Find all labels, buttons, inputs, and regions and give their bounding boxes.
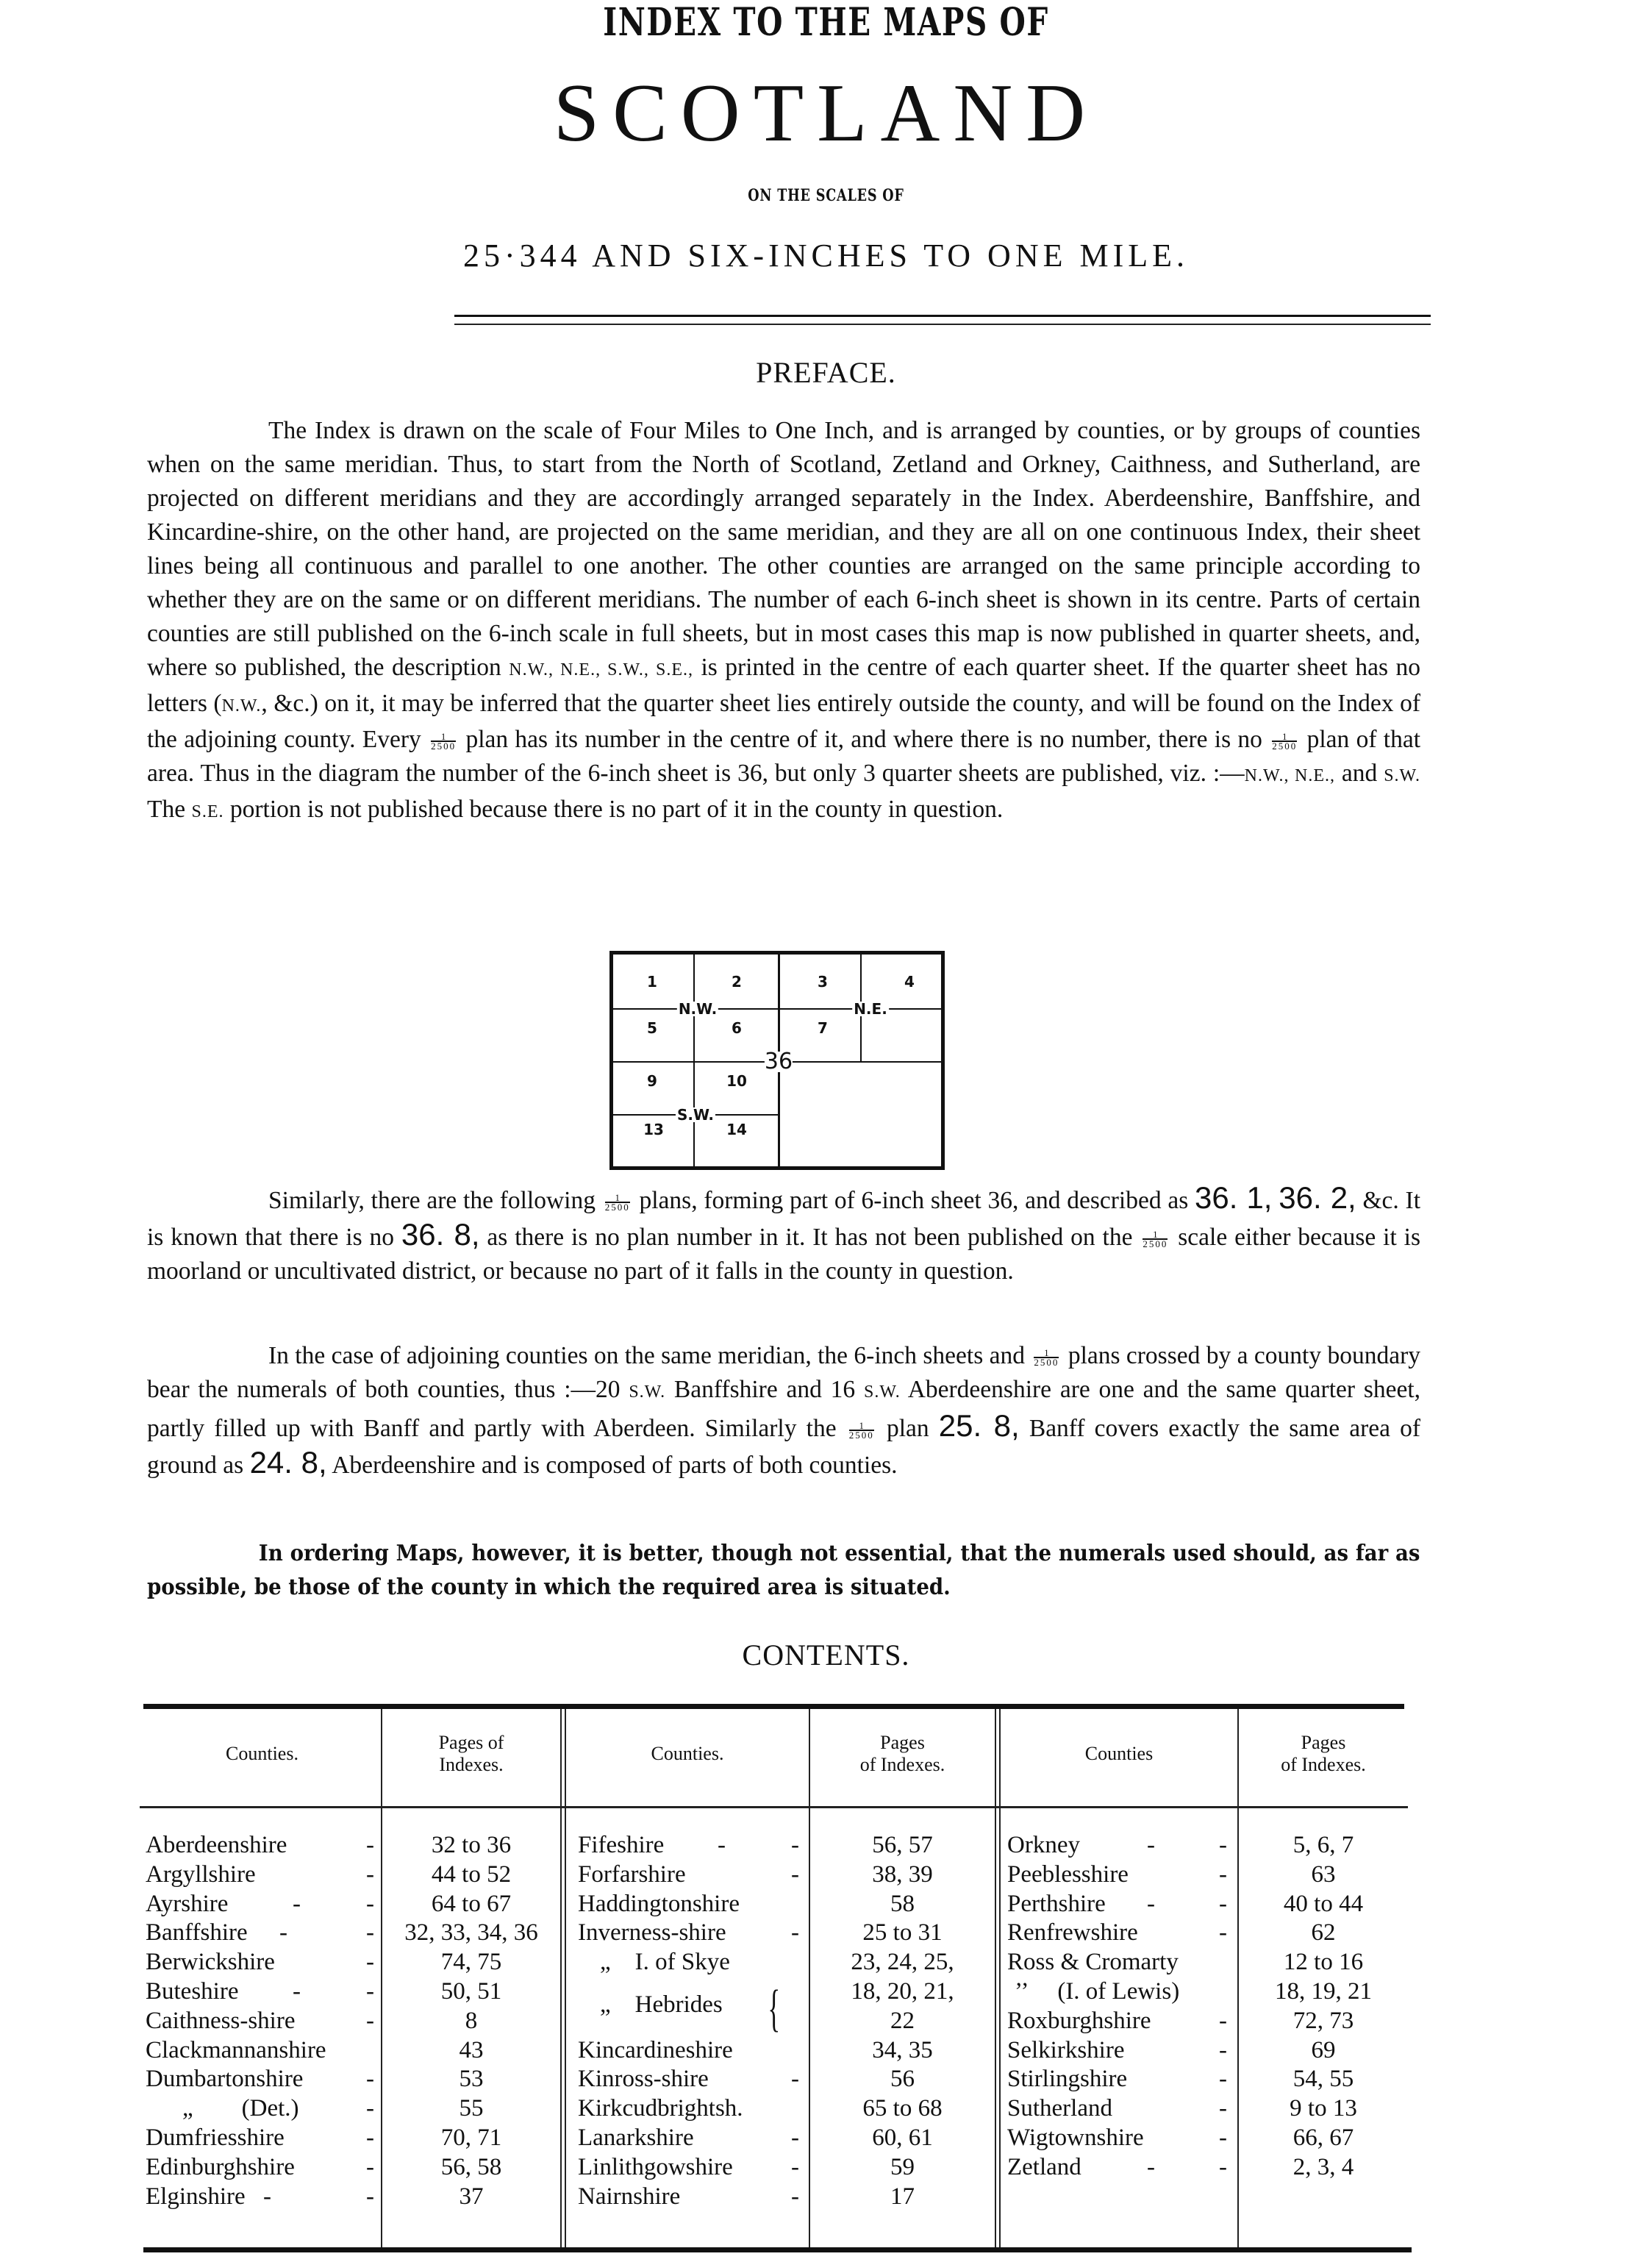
table-top-rule — [143, 1704, 1404, 1709]
pages-cell: 65 to 68 — [862, 2095, 943, 2122]
table-row: ’’ (I. of Lewis) — [1015, 1977, 1180, 2005]
pages-cell: 44 to 52 — [431, 1860, 512, 1888]
pages-list-col-1 — [382, 1831, 560, 2211]
table-row: Perthshire - - — [1007, 1890, 1227, 1917]
pages-cell: 37 — [459, 2183, 484, 2210]
plan-number: 13 — [643, 1121, 664, 1138]
table-row: Clackmannanshire — [146, 2036, 326, 2063]
table-column-divider — [560, 1709, 562, 2247]
table-column-divider — [999, 1709, 1001, 2247]
plan-number: 7 — [818, 1019, 828, 1037]
pages-cell: 74, 75 — [440, 1949, 502, 1976]
preface-heading: PREFACE. — [756, 356, 896, 389]
table-row: Forfarshire - — [578, 1860, 799, 1888]
pages-cell: 63 — [1311, 1860, 1336, 1888]
plan-number: 1 — [647, 973, 657, 991]
plan-number: 4 — [904, 973, 915, 991]
pages-cell: 17 — [890, 2183, 915, 2210]
plan-number: 14 — [726, 1121, 747, 1138]
plan-number: 6 — [732, 1019, 742, 1037]
pages-cell: 43 — [459, 2036, 484, 2063]
pages-cell: 62 — [1311, 1919, 1336, 1947]
double-rule-divider — [454, 315, 1431, 325]
table-row: Selkirkshire - — [1007, 2036, 1227, 2063]
table-row: Renfrewshire - — [1007, 1919, 1227, 1947]
header-counties: Counties — [1084, 1743, 1154, 1764]
plan-number: 3 — [818, 973, 828, 991]
county-list-col-3 — [1007, 1831, 1237, 2183]
pages-cell: 70, 71 — [440, 2124, 502, 2151]
pages-cell: 22 — [890, 2007, 915, 2034]
contents-heading: CONTENTS. — [742, 1638, 910, 1671]
header-pages: Pages of Indexes. — [859, 1732, 945, 1775]
table-row: Caithness-shire - — [146, 2007, 374, 2034]
pages-cell: 58 — [890, 1890, 915, 1917]
table-row: Elginshire - - — [146, 2183, 374, 2210]
pages-cell: 23, 24, 25, — [851, 1949, 954, 1976]
pages-cell: 56 — [890, 2066, 915, 2093]
table-row: Linlithgowshire - — [578, 2153, 799, 2180]
pages-cell: 32, 33, 34, 36 — [404, 1919, 538, 1947]
pages-cell: 64 to 67 — [431, 1890, 512, 1917]
pages-cell: 40 to 44 — [1283, 1890, 1364, 1917]
pages-cell: 9 to 13 — [1290, 2095, 1357, 2122]
pages-cell: 59 — [890, 2153, 915, 2180]
table-row: Ross & Cromarty — [1007, 1949, 1179, 1976]
sheet-number-36: 36 — [764, 1049, 793, 1074]
preface-paragraph-1: The Index is drawn on the scale of Four Miles to One Inch, and is arranged by counties, or by groups of counties when on the same meridian. Thus, to start from the North of Scotland, Zetland and Orkney, Caithness, and Sutherland, are projected on different meridians and they are accordingly arranged separately in the Index. Aberdeenshire, Banffshire, and Kincardine-shire, on the other hand, are projected on the same meridian, and they are all on one continuous Index, their sheet lines being all continuous and parallel to one another. The other counties are arranged on the same principle according to whether they are on the same or on different meridians. The number of each 6-inch sheet is shown in its centre. Parts of certain counties are still published on the 6-inch scale in full sheets, but in most cases this map is now published in quarter sheets, and, where so published, the description N.W., N.E., S.W., S.E., is printed in the centre of each quarter sheet. If the quarter sheet has no letters (N.W., &c.) on it, it may be inferred that the quarter sheet lies entirely outside the county, and will be found on the Index of the adjoining county. Every $\frac{1}{2500}$ plan has its number in the centre of it, and where there is no number, there is no $\frac{1}{2500}$ plan of that area. Thus in the diagram the number of the 6-inch sheet is 36, but only 3 quarter sheets are published, viz. :—N.W., N.E., and S.W. The S.E. portion is not published because there is no part of it in the county in question. — [147, 417, 1421, 823]
table-row: Wigtownshire - — [1007, 2124, 1227, 2151]
plan-number: 5 — [647, 1019, 657, 1037]
fraction-1-2500: $\frac{1}{2500}$ — [604, 1192, 630, 1213]
table-row: Inverness-shire - — [578, 1919, 799, 1947]
pages-list-col-2 — [810, 1831, 995, 2211]
plan-number: 10 — [726, 1072, 747, 1090]
table-row: Kincardineshire — [578, 2036, 733, 2063]
ordering-note-bold: In ordering Maps, however, it is better, though not essential, that the numerals used should, as far as possible, be those of the county in which the required area is situated. — [147, 1541, 1420, 1600]
fraction-1-2500: $\frac{1}{2500}$ — [431, 731, 457, 752]
pages-cell: 56, 57 — [872, 1832, 933, 1858]
pages-cell: 34, 35 — [872, 2036, 933, 2063]
title-index-to-maps: INDEX TO THE MAPS OF — [603, 0, 1049, 45]
table-header-rule — [140, 1806, 1408, 1808]
table-row: Lanarkshire - — [578, 2124, 799, 2151]
pages-cell: 53 — [459, 2066, 484, 2093]
table-row: Sutherland - — [1007, 2095, 1227, 2122]
pages-list-col-3 — [1239, 1831, 1408, 2183]
title-scotland: SCOTLAND — [553, 68, 1099, 159]
diagram-grid-line — [613, 1008, 941, 1010]
table-row: Edinburghshire - — [146, 2153, 374, 2180]
table-row: Banffshire - - — [146, 1919, 374, 1947]
table-row: „ Hebrides { — [600, 1980, 781, 2037]
pages-cell: 72, 73 — [1292, 2007, 1354, 2034]
pages-cell: 2, 3, 4 — [1292, 2153, 1354, 2180]
table-row: Nairnshire - — [578, 2183, 799, 2210]
fraction-1-2500: $\frac{1}{2500}$ — [848, 1420, 874, 1441]
diagram-grid-line — [693, 955, 695, 1166]
header-counties: Counties. — [226, 1743, 298, 1764]
preface-paragraph-3: In the case of adjoining counties on the same meridian, the 6-inch sheets and $\frac{1}{2500}$ plans crossed by a county boundary bear the numerals of both counties, thus :—20 S.W. Banffshire and 16 S.W. Aberdeenshire are one and the same quarter sheet, partly filled up with Banff and partly with Aberdeen. Similarly the $\frac{1}{2500}$ plan 25. 8, Banff covers exactly the same area of ground as 24. 8, Aberdeenshire and is composed of parts of both counties. — [147, 1342, 1421, 1480]
fraction-1-2500: $\frac{1}{2500}$ — [1143, 1229, 1168, 1250]
table-bottom-rule — [143, 2247, 1412, 2252]
plan-number: 9 — [647, 1072, 657, 1090]
table-row: Orkney - - — [1007, 1832, 1227, 1858]
header-pages: Pages of Indexes. — [1281, 1732, 1366, 1775]
table-row: Buteshire - - — [146, 1977, 374, 2005]
sheet-36-diagram — [609, 951, 945, 1170]
quarter-label-nw: N.W. — [678, 1000, 718, 1018]
preface-paragraph-2: Similarly, there are the following $\frac{1}{2500}$ plans, forming part of 6-inch sheet 36, and described as 36. 1, 36. 2, &c. It is known that there is no 36. 8, as there is no plan number in it. It has not been published on the $\frac{1}{2500}$ scale either because it is moorland or uncultivated district, or because no part of it falls in the county in question. — [147, 1180, 1421, 1285]
subtitle-scales: ON THE SCALES OF — [748, 186, 904, 205]
pages-cell: 12 to 16 — [1283, 1949, 1364, 1976]
table-row: Dumfriesshire - — [146, 2124, 374, 2151]
county-list-col-1 — [146, 1831, 379, 2211]
table-row: Dumbartonshire - — [146, 2066, 374, 2093]
table-row: Zetland - - — [1007, 2153, 1227, 2180]
pages-cell: 5, 6, 7 — [1292, 1832, 1354, 1858]
pages-cell: 25 to 31 — [862, 1919, 943, 1947]
table-row: Kinross-shire - — [578, 2066, 799, 2093]
county-list-col-2 — [578, 1831, 807, 2211]
pages-cell: 66, 67 — [1292, 2124, 1354, 2151]
table-row — [578, 2007, 807, 2036]
table-row: Stirlingshire - — [1007, 2066, 1227, 2093]
plan-number: 2 — [732, 973, 742, 991]
brace-icon: { — [768, 1980, 781, 2037]
table-row: Argyllshire - — [146, 1860, 374, 1888]
pages-cell: 55 — [459, 2095, 484, 2122]
table-column-divider — [995, 1709, 996, 2247]
table-row: Berwickshire - — [146, 1949, 374, 1976]
table-row: Aberdeenshire - — [146, 1832, 374, 1858]
pages-cell: 50, 51 — [440, 1977, 502, 2005]
header-counties: Counties. — [651, 1743, 724, 1764]
fraction-1-2500: $\frac{1}{2500}$ — [1034, 1347, 1059, 1369]
pages-cell: 54, 55 — [1292, 2066, 1354, 2093]
table-row: Kirkcudbrightsh. — [578, 2095, 743, 2122]
subtitle-inches-to-mile: 25·344 AND SIX-INCHES TO ONE MILE. — [462, 238, 1190, 274]
pages-cell: 60, 61 — [872, 2124, 933, 2151]
quarter-label-ne: N.E. — [854, 1000, 887, 1018]
table-row: Ayrshire - - — [146, 1890, 374, 1917]
table-row: „ (Det.) - — [182, 2095, 374, 2122]
table-row: Roxburghshire - — [1007, 2007, 1227, 2034]
pages-cell: 18, 20, 21, — [851, 1977, 954, 2005]
fraction-1-2500: $\frac{1}{2500}$ — [1272, 731, 1298, 752]
pages-cell: 32 to 36 — [431, 1832, 512, 1858]
table-row: Fifeshire - - — [578, 1832, 799, 1858]
pages-cell: 8 — [465, 2007, 478, 2034]
quarter-label-sw: S.W. — [676, 1106, 715, 1124]
table-column-divider — [565, 1709, 566, 2247]
table-row: „ I. of Skye — [600, 1949, 730, 1976]
table-row: Peeblesshire - — [1007, 1860, 1227, 1888]
table-row: Haddingtonshire — [578, 1890, 740, 1917]
header-pages: Pages of Indexes. — [438, 1732, 504, 1775]
pages-cell: 18, 19, 21 — [1275, 1977, 1372, 2005]
pages-cell: 69 — [1311, 2036, 1336, 2063]
pages-cell: 56, 58 — [440, 2153, 502, 2180]
pages-cell: 38, 39 — [872, 1860, 933, 1888]
